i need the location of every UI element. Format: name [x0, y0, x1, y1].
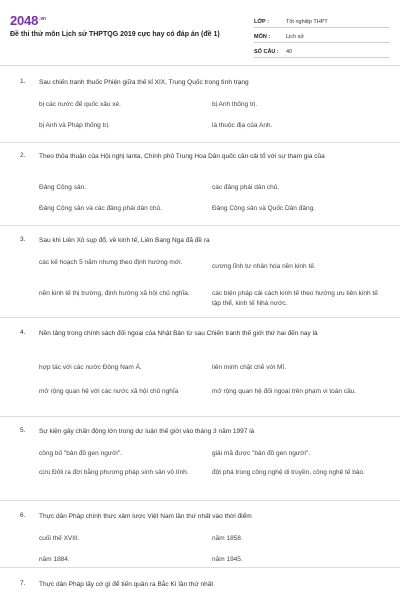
answer-option[interactable]: năm 1884.: [39, 556, 70, 563]
meta-row-class: [254, 16, 390, 28]
answer-option[interactable]: Đảng Cộng sản và các đảng phái dân chủ.: [39, 205, 162, 212]
answer-option[interactable]: nền kinh tế thị trường, định hướng xã hội chủ nghĩa.: [39, 290, 190, 297]
question-divider: [0, 416, 400, 417]
answer-option[interactable]: bị Anh và Pháp thống trị.: [39, 122, 110, 129]
answer-option[interactable]: các đảng phái dân chủ.: [212, 184, 280, 191]
meta-value: 40: [286, 48, 293, 55]
answer-option[interactable]: năm 1858.: [212, 535, 243, 542]
question-text: Sau khi Liên Xô sụp đổ, về kinh tế, Liên Bang Nga đã đề ra: [39, 237, 210, 244]
meta-key: MÔN :: [254, 33, 271, 40]
answer-option[interactable]: công bố "bản đồ gen người".: [39, 450, 122, 457]
answer-option[interactable]: các biện pháp cải cách kinh tế theo hướng ưu tiên kinh tế tập thể, kinh tế Nhà nước.: [212, 290, 378, 307]
question-divider: [0, 317, 400, 318]
exam-title: Đề thi thử môn Lịch sử THPTQG 2019 cực hay có đáp án (đề 1): [10, 31, 220, 38]
question-number: 1.: [20, 78, 26, 85]
answer-option[interactable]: bị Anh thống trị.: [212, 101, 258, 108]
answer-option[interactable]: năm 1945.: [212, 556, 243, 563]
meta-row-subject: [254, 31, 390, 43]
meta-key: LỚP :: [254, 18, 269, 25]
question-text: Nền tảng trong chính sách đối ngoại của Nhật Bản từ sau Chiến tranh thế giới thứ hai đến nay là: [39, 330, 318, 337]
meta-row-count: [254, 46, 390, 58]
answer-option[interactable]: Đảng Cộng sản.: [39, 184, 86, 191]
exam-meta: [254, 16, 390, 61]
question-divider: [0, 225, 400, 226]
answer-option[interactable]: liên minh chặt chẽ với Mĩ.: [212, 364, 286, 371]
question-text: Thực dân Pháp lấy cớ gì để tiến quân ra Bắc Kì lần thứ nhất: [39, 581, 214, 588]
answer-option[interactable]: cương lĩnh tư nhân hóa nền kinh tế.: [212, 263, 316, 270]
answer-option[interactable]: Đảng Cộng sản và Quốc Dân đảng.: [212, 205, 315, 212]
answer-option[interactable]: cừu Đôli ra đời bằng phương pháp sinh sản vô tính.: [39, 469, 189, 476]
question-divider: [0, 567, 400, 568]
question-number: 6.: [20, 512, 26, 519]
question-divider: [0, 500, 400, 501]
question-text: Thực dân Pháp chính thức xâm lược Việt Nam lần thứ nhất vào thời điểm: [39, 513, 252, 520]
answer-option[interactable]: đột phá trong công nghệ di truyền, công nghệ tế bào.: [212, 469, 365, 476]
logo-text: 2048: [10, 13, 39, 28]
answer-option[interactable]: mở rộng quan hệ với các nước xã hội chủ nghĩa: [39, 388, 179, 395]
answer-option[interactable]: cuối thế XVIII.: [39, 535, 80, 542]
question-number: 7.: [20, 580, 26, 587]
question-text: Theo thỏa thuận của Hội nghị Ianta, Chính phủ Trung Hoa Dân quốc cần cải tổ với sự tham gia của: [39, 153, 325, 160]
question-text: Sự kiện gây chấn động lớn trong dư luận thế giới vào tháng 3 năm 1997 là: [39, 428, 255, 435]
answer-option[interactable]: mở rộng quan hệ đối ngoại trên phạm vi toàn cầu.: [212, 388, 357, 395]
question-number: 2.: [20, 152, 26, 159]
question-number: 3.: [20, 236, 26, 243]
meta-value: Lịch sử: [286, 33, 305, 40]
question-divider: [0, 142, 400, 143]
question-text: Sau chiến tranh thuốc Phiện giữa thế kỉ XIX, Trung Quốc trong tình trạng: [39, 79, 249, 86]
site-logo[interactable]: [10, 13, 46, 28]
page-header: [0, 0, 400, 66]
answer-option[interactable]: giải mã được "bản đồ gen người".: [212, 450, 311, 457]
answer-option[interactable]: bị các nước đế quốc xâu xé.: [39, 101, 121, 108]
meta-value: Tốt nghiệp THPT: [286, 18, 328, 25]
meta-key: SỐ CÂU :: [254, 48, 279, 55]
answer-option[interactable]: hợp tác với các nước Đông Nam Á.: [39, 364, 142, 371]
answer-option[interactable]: các kế hoạch 5 năm nhưng theo định hướng mới.: [39, 259, 183, 266]
question-number: 5.: [20, 427, 26, 434]
answer-option[interactable]: là thuộc địa của Anh.: [212, 122, 273, 129]
question-number: 4.: [20, 329, 26, 336]
logo-suffix: .vn: [39, 15, 46, 22]
